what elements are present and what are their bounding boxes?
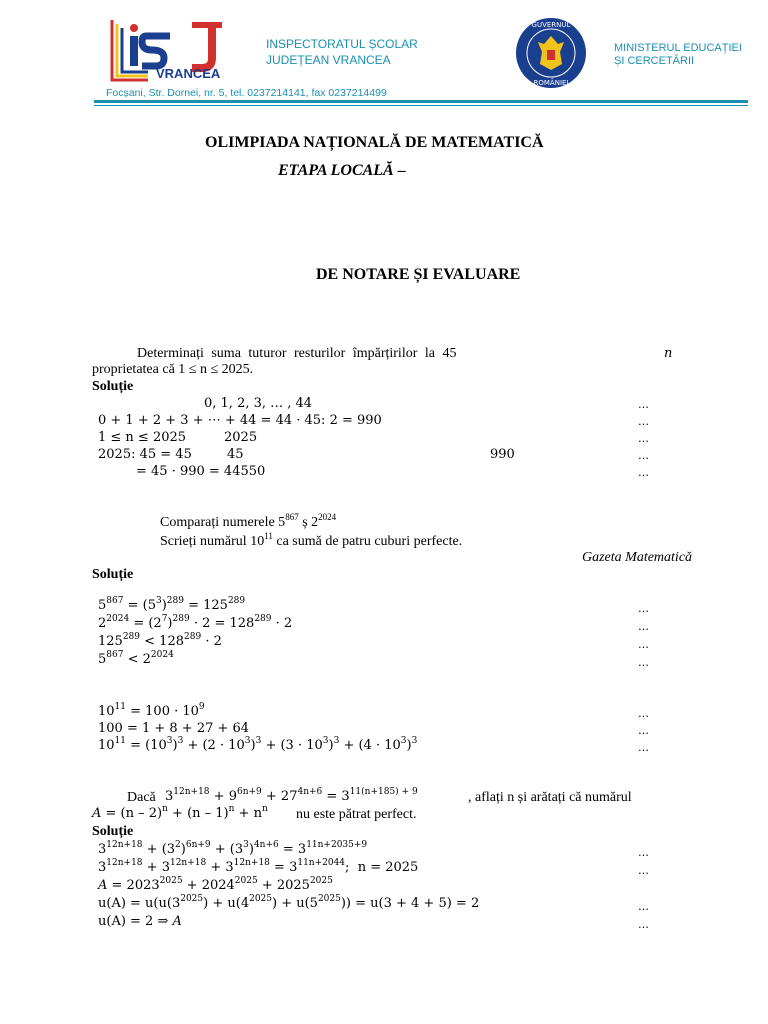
p1-line4b: 45	[227, 447, 244, 462]
p2-statement-b: Scrieți numărul $10^{11}$ ca sumă de patru cuburi perfecte.	[160, 531, 463, 549]
p3-line3: $A = 2023^{2025} + 2024^{2025} + 2025^{2025}$	[98, 876, 333, 893]
p1-statement-n: n	[664, 346, 673, 361]
p2-line4: $5^{867} < 2^{2024}$	[98, 650, 174, 667]
inspectorat-line1: INSPECTORATUL ȘCOLAR	[266, 37, 418, 51]
p2-source: Gazeta Matematică	[582, 550, 693, 565]
p3-line1: $3^{12n+18} + (3^2)^{6n+9} + (3^3)^{4n+6} = 3^{11n+2035+9}$	[98, 840, 368, 857]
p3-dots: …	[638, 900, 649, 913]
p3-statement-equation: $3^{12n+18} + 9^{6n+9} + 27^{4n+6} = 3^{11(n+185) + 9}$	[165, 787, 418, 804]
p1-line4a: 2025: 45 = 45	[98, 447, 192, 462]
p2-dots: …	[638, 656, 649, 669]
p1-dots: …	[638, 415, 649, 428]
p1-line3b: 2025	[224, 430, 258, 445]
p2-dots: …	[638, 602, 649, 615]
minister-line1: MINISTERUL EDUCAȚIEI	[614, 42, 742, 54]
p2-dots: …	[638, 724, 649, 737]
title-line2: ETAPA LOCALĂ –	[278, 162, 406, 179]
p3-statement-prefix: Dacă	[127, 790, 156, 805]
p1-dots: …	[638, 432, 649, 445]
p2-dots: …	[638, 620, 649, 633]
p2-solution-label: Soluție	[92, 567, 134, 582]
p1-line5: = 45 · 990 = 44550	[136, 464, 266, 479]
p2-dots: …	[638, 638, 649, 651]
p2-line2: $2^{2024} = (2^7)^{289} \cdot 2 = 128^{289} \cdot 2$	[98, 614, 293, 631]
p2-line5: $10^{11} = 100 \cdot 10^9$	[98, 702, 205, 719]
p2-line6: 100 = 1 + 8 + 27 + 64	[98, 721, 250, 736]
p1-statement-b: proprietatea că 1 ≤ n ≤ 2025.	[92, 362, 254, 377]
p2-line1: $5^{867} = (5^3)^{289} = 125^{289}$	[98, 596, 246, 613]
p1-line1: 0, 1, 2, 3, … , 44	[204, 396, 313, 411]
title-line1: OLIMPIADA NAȚIONALĂ DE MATEMATICĂ	[205, 134, 544, 151]
logo-text: VRANCEA	[156, 66, 221, 81]
p2-dots: …	[638, 707, 649, 720]
p3-statement-line2: nu este pătrat perfect.	[296, 807, 417, 822]
p3-statement-suffix: , aflați n și arătați că numărul	[468, 790, 632, 805]
p2-line7: $10^{11} = (10^3)^3 + (2 \cdot 10^3)^3 + (3 \cdot 10^3)^3 + (4 \cdot 10^3)^3$	[98, 736, 418, 753]
p3-line5: u(A) = 2 ⇒ A	[98, 914, 182, 929]
p1-line2: 0 + 1 + 2 + 3 + ⋯ + 44 = 44 · 45: 2 = 990	[98, 413, 382, 428]
p3-line4: $u(A) = u(u(3^{2025}) + u(4^{2025}) + u(5^{2025})) = u(3 + 4 + 5) = 2$	[98, 894, 480, 911]
title-line3: DE NOTARE ȘI EVALUARE	[316, 266, 521, 283]
header-divider-thin	[94, 105, 748, 106]
header-divider	[94, 100, 748, 103]
p1-line4c: 990	[490, 447, 515, 462]
seal-top-text: GUVERNUL	[531, 21, 571, 29]
p3-dots: …	[638, 864, 649, 877]
p3-dots: …	[638, 918, 649, 931]
p2-line3: $125^{289} < 128^{289} \cdot 2$	[98, 632, 222, 649]
seal-bottom-text: ROMÂNIEI	[533, 79, 569, 87]
p3-dots: …	[638, 846, 649, 859]
minister-line2: ȘI CERCETĂRII	[614, 55, 695, 67]
p3-line2: $3^{12n+18} + 3^{12n+18} + 3^{12n+18} = 3^{11n+2044}$; n = 2025	[98, 858, 419, 875]
p1-solution-label: Soluție	[92, 379, 134, 394]
p1-statement: Determinați suma tuturor resturilor împărțirilor la 45	[137, 346, 457, 361]
inspectorat-line2: JUDEȚEAN VRANCEA	[266, 53, 391, 67]
p1-dots: …	[638, 466, 649, 479]
p3-solution-label: Soluție	[92, 824, 134, 839]
p1-dots: …	[638, 449, 649, 462]
p3-statement-A: $A = (n - 2)^n + (n - 1)^n + n^n$	[92, 804, 268, 821]
p2-dots: …	[638, 741, 649, 754]
p2-statement-a: Comparați numerele $5^{867}$ ș $2^{2024}$	[160, 512, 337, 530]
address: Focșani, Str. Dornei, nr. 5, tel. 0237214141, fax 0237214499	[106, 87, 387, 99]
p1-line3a: 1 ≤ n ≤ 2025	[98, 430, 187, 445]
p1-dots: …	[638, 398, 649, 411]
government-seal	[514, 16, 588, 90]
